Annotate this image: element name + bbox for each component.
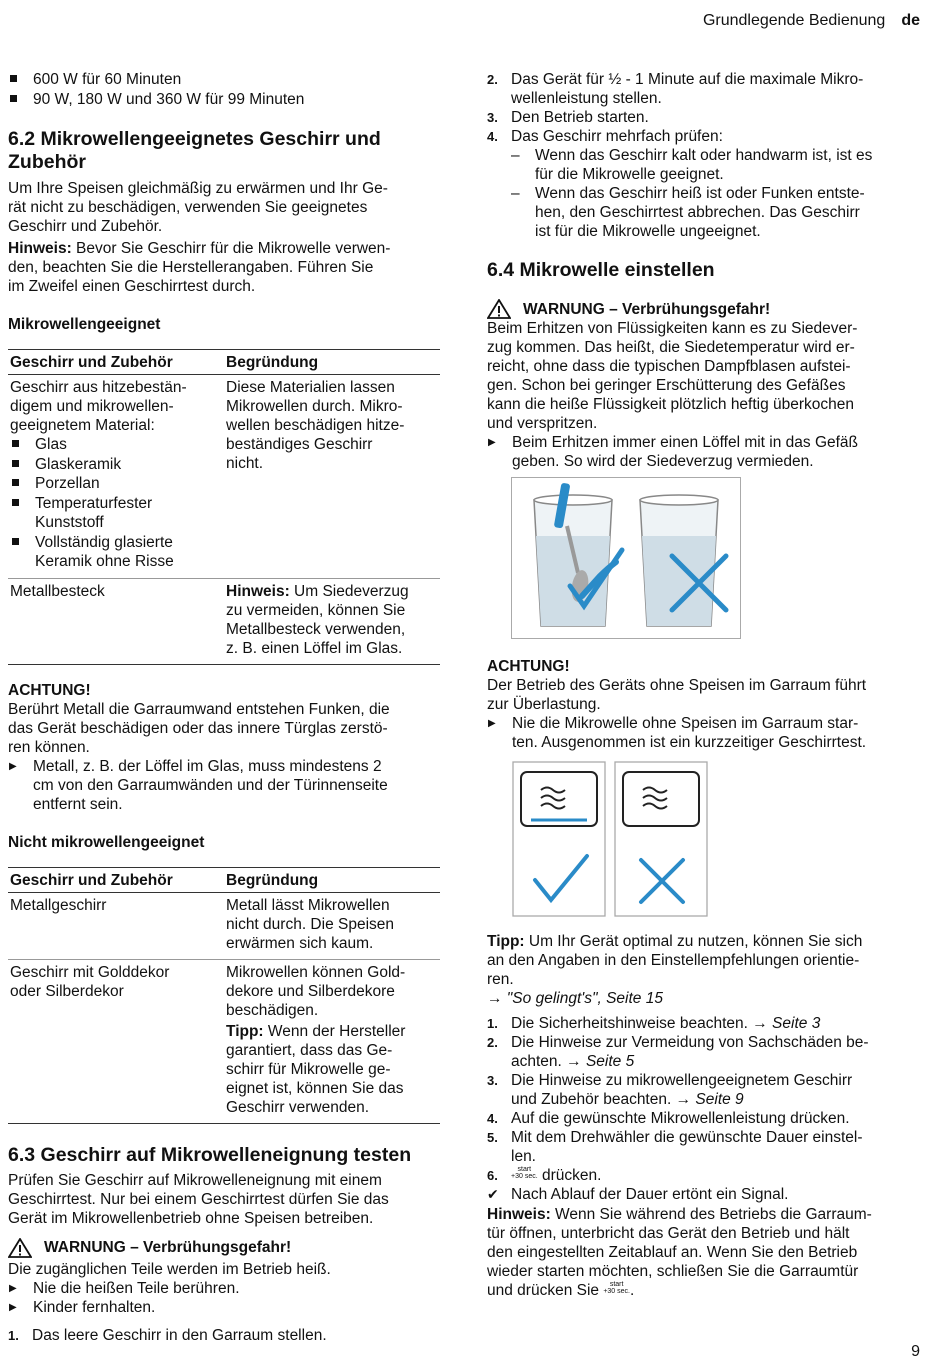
hint-paragraph: Hinweis: Wenn Sie während des Betriebs die Garraum- tür öffnen, unterbricht das Gerät den Betrieb und hält den eingestellten Zeitablauf an. Wenn Sie den Betrieb wieder starten möchten, schließen Sie die Garraumtür und drücken Sie start +30 sec.. <box>487 1206 872 1299</box>
warning-heading: WARNUNG – Verbrühungsgefahr! <box>8 1238 440 1258</box>
table-row: Metallbesteck Hinweis: Um Siedeverzug zu vermeiden, können Sie Metallbesteck verwenden, z. B. einen Löffel im Glas. <box>8 578 440 664</box>
result-item: ✔ Nach Ablauf der Dauer ertönt ein Signal. <box>487 1186 789 1203</box>
tip-paragraph: Tipp: Um Ihr Gerät optimal zu nutzen, können Sie sich an den Angaben in den Einstellempfehlungen orientie- ren. → "So gelingt's", Seite 15 <box>487 933 863 1007</box>
section-intro: Prüfen Sie Geschirr auf Mikrowelleneignung mit einem Geschirrtest. Nur bei einem Geschirrtest dürfen Sie das Gerät im Mikrowellenbetrieb ohne Speisen betreiben. <box>8 1171 389 1227</box>
page-header <box>703 12 920 30</box>
start-button-icon: start +30 sec. <box>511 1166 538 1180</box>
glasses-spoon-image <box>512 478 740 638</box>
action-item: ▶ Metall, z. B. der Löffel im Glas, muss mindestens 2 cm von den Garraumwänden und der Türinnenseite entfernt sein. <box>9 757 388 813</box>
table-row: Metallgeschirr Metall lässt Mikrowellen nicht durch. Die Speisen erwärmen sich kaum. <box>8 892 440 959</box>
section-title-6-3: 6.3 Geschirr auf Mikrowelleneignung testen <box>8 1143 412 1166</box>
table-header: Geschirr und Zubehör <box>8 350 224 375</box>
table-header: Begründung <box>224 350 440 375</box>
step-item: 3. Die Hinweise zu mikrowellengeeignetem Geschirr und Zubehör beachten. → Seite 9 <box>487 1072 853 1108</box>
step-item: 5. Mit dem Drehwähler die gewünschte Dauer einstel- len. <box>487 1129 863 1165</box>
table-header: Begründung <box>224 867 440 892</box>
microwave-test-image <box>511 760 711 920</box>
microwave-illustration <box>511 760 711 920</box>
caution-text: Berührt Metall die Garraumwand entstehen Funken, die das Gerät beschädigen oder das innere Türglas zerstö- ren können. <box>8 700 390 756</box>
list-item: 90 W, 180 W und 360 W für 99 Minuten <box>8 90 440 110</box>
step-item: 3. Den Betrieb starten. <box>487 109 649 126</box>
step-item: 4. Auf die gewünschte Mikrowellenleistung drücken. <box>487 1110 850 1127</box>
settings-steps <box>487 1014 917 1204</box>
caution-label: ACHTUNG! <box>8 681 91 699</box>
step-item: 1. Die Sicherheitshinweise beachten. → Seite 3 <box>487 1015 821 1032</box>
hint-paragraph: Hinweis: Bevor Sie Geschirr für die Mikrowelle verwen- den, beachten Sie die Herstellerangaben. Führen Sie im Zweifel einen Geschirrtest durch. <box>8 240 391 295</box>
left-column <box>8 70 440 1345</box>
list-item: – Wenn das Geschirr kalt oder handwarm ist, ist es für die Mikrowelle geeignet. <box>511 147 873 183</box>
action-item: ▶ Beim Erhitzen immer einen Löffel mit in das Gefäß geben. So wird der Siedeverzug vermieden. <box>488 434 859 470</box>
unsuitable-heading: Nicht mikrowellengeeignet <box>8 833 205 851</box>
page-number: 9 <box>911 1343 920 1360</box>
action-item: ▶ Kinder fernhalten. <box>9 1298 156 1316</box>
start-button-icon: start +30 sec. <box>603 1281 630 1295</box>
step-item: 2. Die Hinweise zur Vermeidung von Sachschäden be- achten. → Seite 5 <box>487 1034 869 1070</box>
caution-label: ACHTUNG! <box>487 658 570 675</box>
unsuitable-table <box>8 867 440 1124</box>
check-icon: ✔ <box>487 1186 499 1202</box>
page-link[interactable]: → Seite 9 <box>675 1091 744 1108</box>
action-item: ▶ Nie die Mikrowelle ohne Speisen im Garraum star- ten. Ausgenommen ist ein kurzzeitiger Geschirrtest. <box>488 715 867 751</box>
list-item: 600 W für 60 Minuten <box>8 70 440 90</box>
section-title-6-4: 6.4 Mikrowelle einstellen <box>487 259 715 281</box>
step-item: 4. Das Geschirr mehrfach prüfen: <box>487 128 723 145</box>
table-row: Geschirr aus hitzebestän- digem und mikrowellen- geeignetem Material: Glas Glaskeramik Porzellan Temperaturfester Kunststoff Vollständig glasierte Keramik ohne Risse Diese Materialien lassen Mikrowellen durch. Mikro- wellen beschädigen hitze- beständiges Geschirr nicht. <box>8 375 440 579</box>
suitable-table <box>8 349 440 665</box>
page-link[interactable]: → Seite 5 <box>566 1053 635 1070</box>
section-intro: Um Ihre Speisen gleichmäßig zu erwärmen und Ihr Ge- rät nicht zu beschädigen, verwenden Sie geeignetes Geschirr und Zubehör. <box>8 180 388 235</box>
warning-text: Die zugänglichen Teile werden im Betrieb heiß. <box>8 1260 331 1278</box>
list-item: – Wenn das Geschirr heiß ist oder Funken entste- hen, den Geschirrtest abbrechen. Das Geschirr ist für die Mikrowelle ungeeignet. <box>511 185 865 240</box>
caution-text: Der Betrieb des Geräts ohne Speisen im Garraum führt zur Überlastung. <box>487 677 867 713</box>
glass-illustration <box>511 477 741 639</box>
page-link[interactable]: → Seite 3 <box>752 1015 821 1032</box>
header-lang: de <box>901 12 920 29</box>
warning-heading: WARNUNG – Verbrühungsgefahr! <box>487 299 917 319</box>
section-title-6-2: 6.2 Mikrowellengeeignetes Geschirr und Zubehör <box>8 128 381 173</box>
warning-text: Beim Erhitzen von Flüssigkeiten kann es zu Siedever- zug kommen. Das heißt, die Siedetemperatur wird er- reicht, ohne dass die typischen Dampfblasen aufstei- gen. Schon bei geringer Erschütterung des Gefäßes kann die heiße Flüssigkeit plötzlich heftig überkochen und verspritzen. <box>487 320 858 432</box>
step-item: 2. Das Gerät für ½ - 1 Minute auf die maximale Mikro- wellenleistung stellen. <box>487 71 864 107</box>
table-row: Geschirr mit Golddekor oder Silberdekor Mikrowellen können Gold- dekore und Silberdekore beschädigen. Tipp: Wenn der Hersteller garantiert, dass das Ge- schirr für Mikrowelle ge- eignet ist, können Sie das Geschirr verwenden. <box>8 959 440 1123</box>
suitable-heading: Mikrowellengeeignet <box>8 316 161 333</box>
action-item: ▶ Nie die heißen Teile berühren. <box>9 1279 240 1297</box>
step-item: 1. Das leere Geschirr in den Garraum stellen. <box>8 1326 327 1344</box>
header-section: Grundlegende Bedienung <box>702 12 886 29</box>
cross-reference-link[interactable]: → "So gelingt's", Seite 15 <box>487 990 663 1007</box>
table-header: Geschirr und Zubehör <box>8 867 224 892</box>
step-item: 6. start +30 sec. drücken. <box>487 1166 602 1184</box>
warning-triangle-icon <box>487 299 511 319</box>
warning-triangle-icon <box>8 1238 32 1258</box>
right-column <box>487 70 917 1300</box>
